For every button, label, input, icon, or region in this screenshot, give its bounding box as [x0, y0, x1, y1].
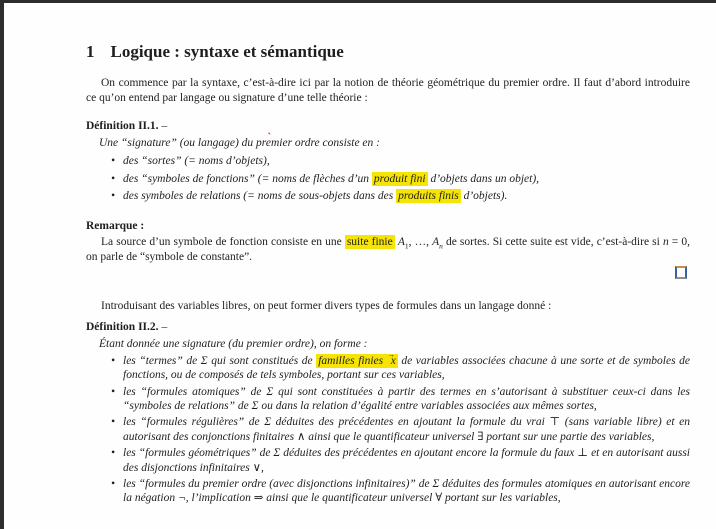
section-heading: [86, 42, 690, 62]
section-title: Logique : syntaxe et sémantique: [110, 42, 344, 61]
qed-box-icon: [675, 266, 687, 279]
item-formules-regulieres: • les “formules régulières” de Σ déduites des précédentes en ajoutant la formule du vrai ⊤ (sans variable libre) et en autorisant des conjonctions finitaires ∧ ainsi que le quantificateur universel ∃ portant sur une partie des variables,: [111, 415, 690, 444]
item-sortes: • des “sortes” (= noms d’objets),: [111, 154, 690, 169]
item-formules-premier-ordre: • les “formules du premier ordre (avec disjonctions infinitaires)” de Σ déduites des formules atomiques en autorisant encore la négation ¬, l’implication ⇒ ainsi que le quantificateur universel ∀ portant sur les variables,: [111, 477, 690, 506]
remark-label: Remarque :: [86, 219, 145, 232]
definition-body: [99, 136, 690, 204]
definition-label: Définition II.2.: [86, 320, 159, 333]
intro-paragraph: On commence par la syntaxe, c’est-à-dire ici par la notion de théorie géométrique du premier ordre. Il faut d’abord introduire ce qu’on entend par langage ou signature d’une telle théorie :: [86, 77, 690, 104]
item-symboles-de-fonctions: • des “symboles de fonctions” (= noms de flèches d’un produit fini d’objets dans un objet),: [111, 172, 690, 187]
page-edge-left: [0, 0, 4, 529]
item-formules-atomiques: • les “formules atomiques” de Σ qui sont constituées à partir des termes en s’autorisant à substituer ceux-ci dans les “symboles de relations” de Σ ou dans la relation d’égalité entre variables associées aux mêmes sortes,: [111, 385, 690, 414]
definition-list: [99, 154, 690, 204]
definition-list: [99, 354, 690, 506]
item-termes: • les “termes” de Σ qui sont constitués de familles finies x → de variables associées chacune à une sorte et de symboles de fonctions, ou de composés de tels symboles, portant sur ces variables,: [111, 354, 690, 383]
definition-body: [99, 337, 690, 506]
remark-paragraph: La source d’un symbole de fonction consiste en une suite finie $A_1$, …, $A_n$ de sortes. Si cette suite est vide, c’est-à-dire si n = 0, on parle de “symbole de constante”.: [86, 235, 691, 263]
remark-block: [86, 219, 690, 279]
document-body: [86, 42, 690, 506]
item-symboles-de-relations: • des symboles de relations (= noms de sous-objets dans des produits finis d’objets).: [111, 189, 690, 204]
definition-lead: Étant donnée une signature (du premier ordre), on forme :: [99, 337, 368, 350]
section-number: 1: [86, 42, 95, 61]
item-formules-geometriques: • les “formules géométriques” de Σ déduites des précédentes en ajoutant encore la formule du faux ⊥ et en autorisant aussi des disjonctions infinitaires ∨,: [111, 446, 690, 475]
label-dash: –: [161, 120, 168, 132]
definition-label-row: [86, 119, 690, 134]
page-edge-top: [0, 0, 716, 3]
definition-II-2: [86, 320, 690, 506]
definition-lead: Une “signature” (ou langage) du pre ˋmier ordre consiste en :: [99, 136, 690, 151]
definition-label: Définition II.1.: [86, 120, 159, 132]
definition-label-row: [86, 320, 690, 335]
label-dash: –: [161, 320, 168, 333]
definition-II-1: [86, 119, 690, 204]
bridge-paragraph: Introduisant des variables libres, on peut former divers types de formules dans un langage donné :: [101, 299, 552, 312]
